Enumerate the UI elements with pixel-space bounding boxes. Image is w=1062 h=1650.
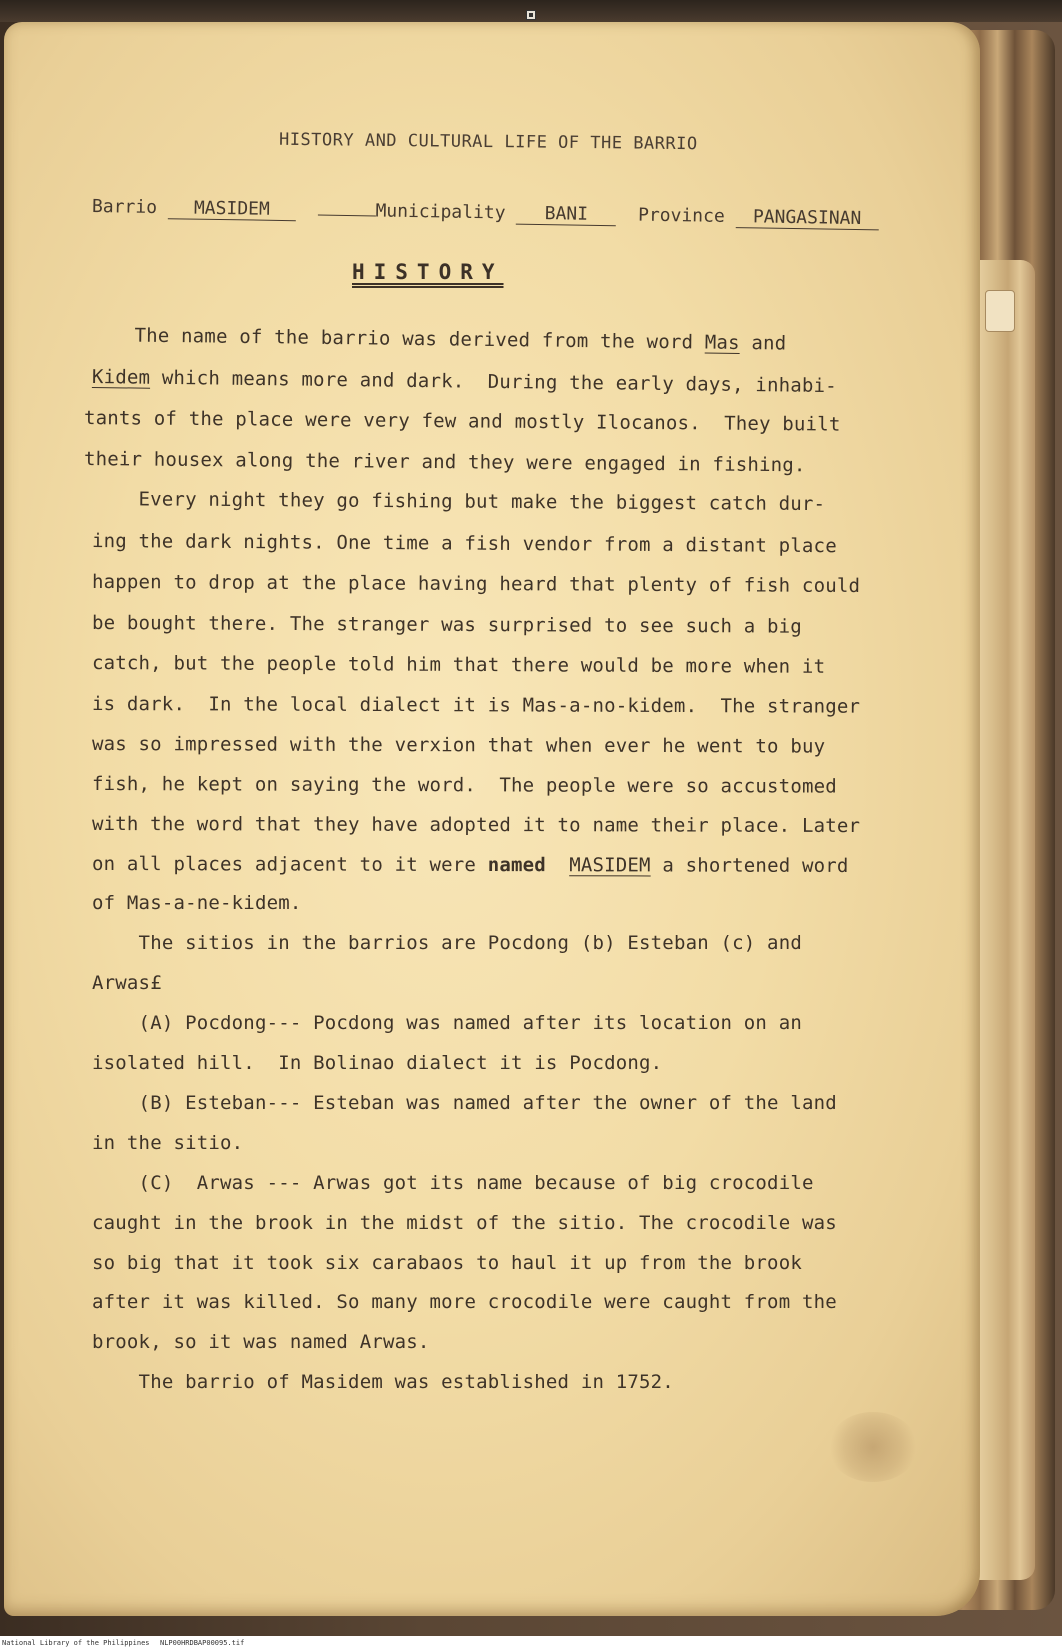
paragraph-2-line-3: happen to drop at the place having heard that plenty of fish could [91, 571, 861, 598]
municipality-value: BANI [516, 203, 616, 227]
text-run: The name of the barrio was derived from the word [87, 324, 705, 354]
paragraph-2-line-4: be bought there. The stranger was surprised to see such a big [91, 612, 803, 638]
sitio-c-line-2: caught in the brook in the midst of the sitio. The crocodile was [92, 1212, 837, 1234]
barrio-blank [317, 215, 375, 217]
footer-library: National Library of the Philippines [2, 1639, 150, 1647]
sitio-a-line-2: isolated hill. In Bolinao dialect it is Pocdong. [92, 1052, 663, 1074]
sitio-c-line-5: brook, so it was named Arwas. [92, 1331, 430, 1353]
scan-marker-icon [526, 10, 536, 20]
barrio-label: Barrio [91, 196, 158, 219]
paragraph-2-line-2: ing the dark nights. One time a fish vendor from a distant place [91, 530, 837, 558]
sitio-b-line-1: (B) Esteban--- Esteban was named after the owner of the land [92, 1092, 837, 1114]
word-masidem: MASIDEM [569, 854, 651, 877]
document-heading: HISTORY AND CULTURAL LIFE OF THE BARRIO [278, 129, 698, 155]
paper-stain [828, 1412, 918, 1482]
word-kidem: Kidem [91, 366, 151, 389]
sitio-c-line-3: so big that it took six carabaos to haul it up from the brook [92, 1252, 802, 1274]
paragraph-2-line-7: was so impressed with the verxion that when ever he went to buy [91, 733, 826, 758]
paragraph-2-line-5: catch, but the people told him that there would be more when it [91, 652, 826, 678]
province-value: PANGASINAN [735, 206, 878, 230]
text-run: on all places adjacent to it were [91, 853, 488, 877]
paragraph-1-line-4: their housex along the river and they were engaged in fishing. [83, 448, 806, 477]
text-run: which means more and dark. During the early days, inhabi- [150, 366, 837, 398]
province-label: Province [637, 204, 725, 227]
book-page-edges [975, 260, 1035, 1580]
sitio-a-line-1: (A) Pocdong--- Pocdong was named after its location on an [92, 1012, 802, 1034]
paragraph-3-line-1: The sitios in the barrios are Pocdong (b) Esteban (c) and [92, 932, 802, 954]
page-tab [985, 290, 1015, 332]
text-run: a shortened word [650, 854, 849, 877]
paragraph-3-line-2: Arwas£ [92, 972, 162, 994]
paragraph-1-line-3: tants of the place were very few and mostly Ilocanos. They built [83, 407, 841, 436]
word-mas: Mas [704, 331, 740, 354]
municipality-label: Municipality [375, 200, 506, 224]
paragraph-2-line-11: of Mas-a-ne-kidem. [92, 892, 302, 914]
paragraph-2-line-6: is dark. In the local dialect it is Mas-a-no-kidem. The stranger [91, 693, 861, 718]
paragraph-2-line-9: with the word that they have adopted it to name their place. Later [91, 813, 861, 838]
sitio-c-line-4: after it was killed. So many more crocodile were caught from the [92, 1291, 837, 1313]
footer-filename: NLP00HRDBAP00095.tif [160, 1639, 245, 1647]
paragraph-2-line-1: Every night they go fishing but make the biggest catch dur- [91, 488, 826, 516]
text-run: and [739, 331, 787, 355]
barrio-value: MASIDEM [168, 197, 296, 221]
sitio-b-line-2: in the sitio. [92, 1132, 244, 1154]
closing-line: The barrio of Masidem was established in 1752. [92, 1371, 674, 1393]
section-title: HISTORY [352, 260, 504, 284]
sitio-c-line-1: (C) Arwas --- Arwas got its name because of big crocodile [92, 1172, 814, 1194]
word-named: named [487, 854, 546, 877]
paragraph-2-line-8: fish, he kept on saying the word. The people were so accustomed [91, 773, 837, 798]
scan-footer [0, 1636, 1062, 1650]
text-run [546, 854, 569, 876]
paragraph-2-line-10 [92, 843, 849, 887]
